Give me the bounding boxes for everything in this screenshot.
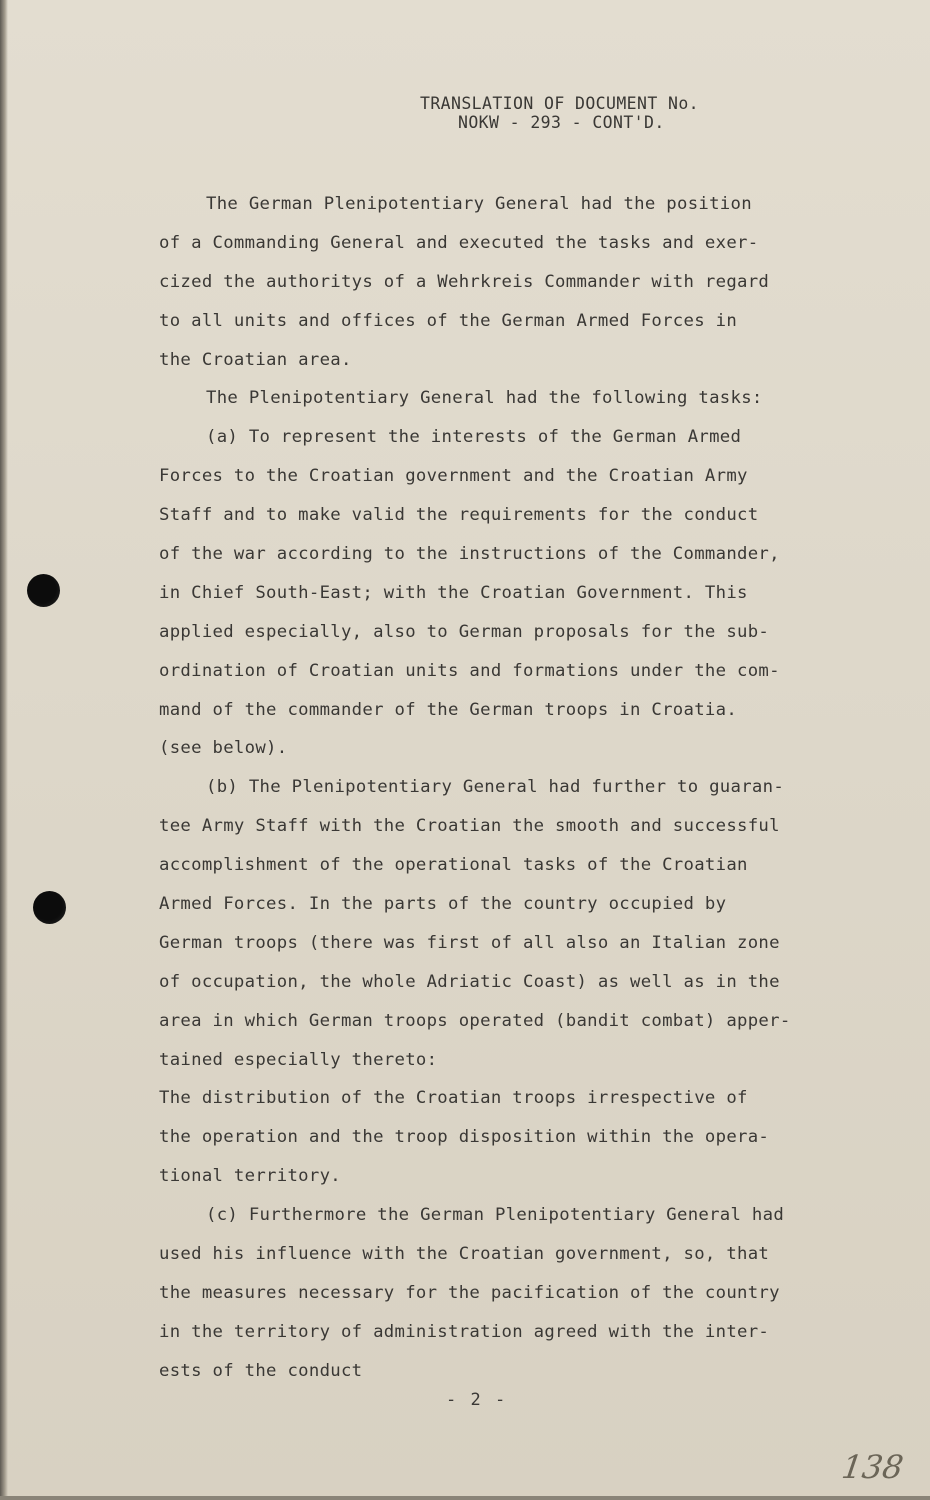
page-left-edge bbox=[0, 0, 8, 1500]
text-line: the Croatian area. bbox=[159, 349, 352, 370]
page-bottom-edge bbox=[0, 1496, 930, 1500]
page-number: - 2 - bbox=[446, 1390, 508, 1410]
text-line: ordination of Croatian units and formations under the com- bbox=[159, 660, 780, 681]
text-line: German troops (there was first of all also an Italian zone bbox=[159, 932, 780, 953]
text-line: Forces to the Croatian government and the Croatian Army bbox=[159, 466, 748, 487]
text-line: The distribution of the Croatian troops irrespective of bbox=[159, 1088, 748, 1109]
punch-hole-icon bbox=[33, 891, 66, 924]
text-line: The German Plenipotentiary General had the position bbox=[206, 194, 752, 214]
body-text bbox=[159, 189, 849, 1395]
document-header bbox=[420, 94, 760, 132]
text-line: mand of the commander of the German troops in Croatia. bbox=[159, 699, 738, 720]
text-line: tee Army Staff with the Croatian the smooth and successful bbox=[159, 816, 780, 837]
text-line: Staff and to make valid the requirements for the conduct bbox=[159, 505, 759, 526]
text-line: applied especially, also to German proposals for the sub- bbox=[159, 621, 770, 642]
text-line: the measures necessary for the pacification of the country bbox=[159, 1282, 780, 1303]
text-line: of occupation, the whole Adriatic Coast) as well as in the bbox=[159, 971, 780, 992]
text-line: (see below). bbox=[159, 738, 288, 759]
text-line: (b) The Plenipotentiary General had further to guaran- bbox=[206, 777, 785, 798]
folio-number: 138 bbox=[839, 1448, 906, 1486]
text-line: to all units and offices of the German Armed Forces in bbox=[159, 310, 738, 331]
text-line: Armed Forces. In the parts of the country occupied by bbox=[159, 894, 727, 915]
text-line: in the territory of administration agreed with the inter- bbox=[159, 1321, 770, 1342]
punch-hole-icon bbox=[27, 574, 60, 607]
text-line: of the war according to the instructions of the Commander, bbox=[159, 544, 780, 565]
text-line: tained especially thereto: bbox=[159, 1049, 438, 1070]
text-line: cized the authoritys of a Wehrkreis Commander with regard bbox=[159, 271, 770, 292]
text-line: the operation and the troop disposition within the opera- bbox=[159, 1127, 770, 1148]
text-line: accomplishment of the operational tasks of the Croatian bbox=[159, 855, 748, 876]
text-line: area in which German troops operated (bandit combat) apper- bbox=[159, 1010, 791, 1031]
text-line: tional territory. bbox=[159, 1166, 341, 1187]
text-line: used his influence with the Croatian government, so, that bbox=[159, 1244, 770, 1265]
text-line: The Plenipotentiary General had the following tasks: bbox=[206, 388, 763, 409]
text-line: (a) To represent the interests of the German Armed bbox=[206, 427, 742, 448]
header-title: TRANSLATION OF DOCUMENT No. bbox=[420, 94, 700, 113]
header-reference: NOKW - 293 - CONT'D. bbox=[458, 113, 665, 132]
text-line: of a Commanding General and executed the tasks and exer- bbox=[159, 232, 759, 253]
text-line: ests of the conduct bbox=[159, 1360, 363, 1381]
text-line: (c) Furthermore the German Plenipotentiary General had bbox=[206, 1205, 785, 1226]
text-line: in Chief South-East; with the Croatian Government. This bbox=[159, 582, 748, 603]
